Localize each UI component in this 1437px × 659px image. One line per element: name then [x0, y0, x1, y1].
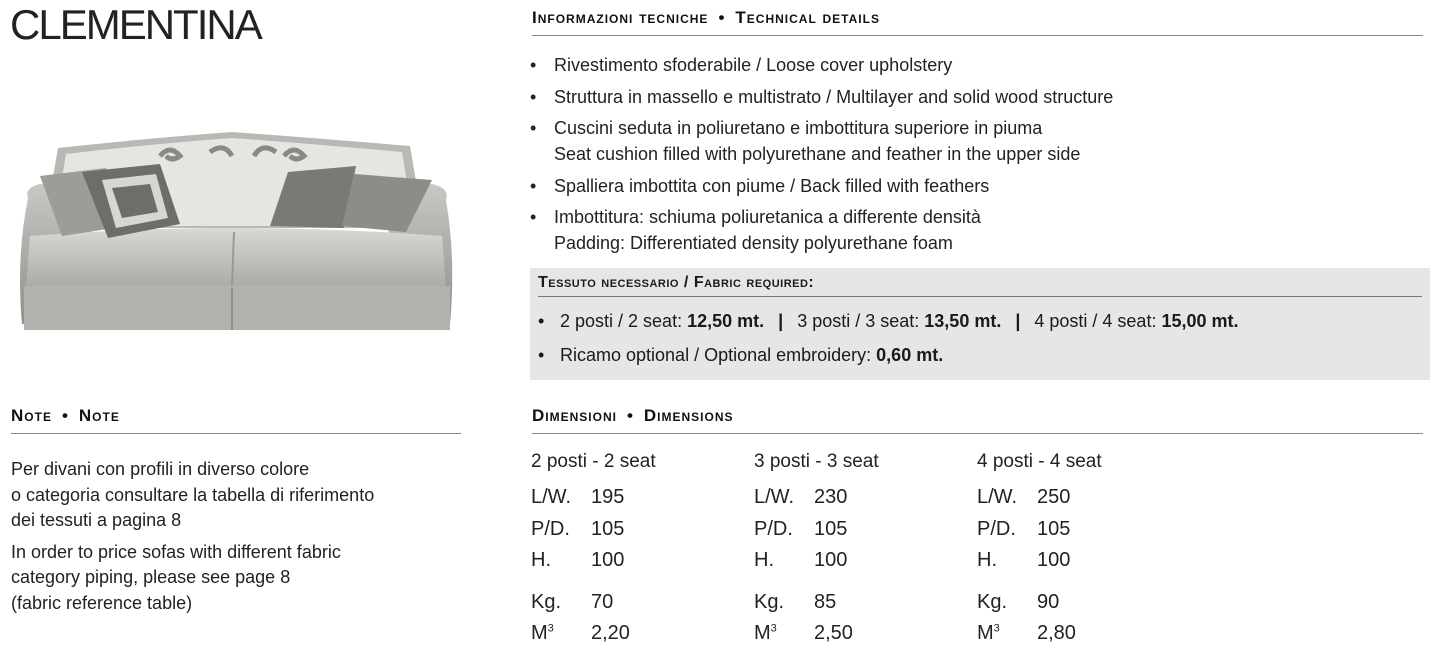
- dimension-value: 100: [591, 549, 625, 572]
- dimension-row-depth: [754, 514, 974, 546]
- dimension-label: H.: [754, 549, 774, 572]
- heading-separator-dot: •: [626, 406, 634, 425]
- technical-item: [530, 84, 1420, 110]
- dimension-row-weight: [531, 587, 751, 619]
- technical-item-line-2: Padding: Differentiated density polyurethane foam: [554, 233, 953, 253]
- volume-unit: M: [977, 622, 994, 645]
- note-text: [11, 457, 461, 622]
- dimension-row-width: [754, 482, 974, 514]
- technical-item: [530, 115, 1420, 167]
- dimension-row-width: [977, 482, 1197, 514]
- technical-details-list: [530, 52, 1420, 262]
- volume-exponent: 3: [547, 622, 554, 635]
- fabric-embroidery-item: [538, 342, 1418, 368]
- dimension-label: L/W.: [531, 486, 572, 509]
- note-line: Per divani con profili in diverso colore: [11, 459, 310, 479]
- dimensions-heading-it: Dimensioni: [532, 406, 617, 425]
- heading-separator-dot: •: [61, 406, 69, 425]
- technical-item-line: • Spalliera imbottita con piume / Back filled with feathers: [554, 175, 990, 196]
- embroidery-value: 0,60 mt.: [876, 345, 944, 365]
- dimension-value: 105: [591, 517, 625, 540]
- dimensions-caption: 3 posti - 3 seat: [754, 451, 879, 472]
- dimension-label: [531, 622, 591, 645]
- dimension-label: H.: [531, 549, 551, 572]
- dimension-value: 250: [1037, 486, 1071, 509]
- fabric-separator: |: [1015, 311, 1021, 331]
- dimension-label: P/D.: [531, 517, 570, 540]
- dimensions-column-2-seat: [531, 450, 751, 650]
- dimension-value: 85: [814, 590, 837, 613]
- dimension-label: P/D.: [754, 517, 793, 540]
- note-line: dei tessuti a pagina 8: [11, 510, 182, 530]
- fabric-seat-value: 12,50 mt.: [687, 311, 765, 331]
- fabric-seat-label: 2 posti / 2 seat:: [560, 311, 683, 331]
- note-line: category piping, please see page 8: [11, 567, 291, 587]
- technical-item: [530, 173, 1420, 199]
- volume-unit: M: [531, 622, 548, 645]
- dimensions-caption: 2 posti - 2 seat: [531, 451, 656, 472]
- sofa-image: [10, 128, 462, 338]
- fabric-separator: |: [778, 311, 784, 331]
- dimensions-heading: [532, 406, 1423, 434]
- dimension-label: H.: [977, 549, 997, 572]
- technical-item-line: • Struttura in massello e multistrato / Multilayer and solid wood structure: [554, 86, 1114, 107]
- note-heading-en: Note: [78, 406, 120, 425]
- dimension-value: 100: [1037, 549, 1071, 572]
- dimensions-caption: 4 posti - 4 seat: [977, 451, 1102, 472]
- dimension-label: Kg.: [754, 590, 785, 613]
- technical-item-line: • Rivestimento sfoderabile / Loose cover upholstery: [554, 55, 953, 75]
- technical-heading-en: Technical details: [735, 8, 880, 27]
- dimension-value: 105: [1037, 517, 1071, 540]
- heading-separator-dot: •: [718, 8, 726, 27]
- dimensions-column-3-seat: [754, 450, 974, 650]
- dimension-value: 105: [814, 517, 848, 540]
- note-line: (fabric reference table): [11, 592, 193, 613]
- dimension-row-weight: [977, 587, 1197, 619]
- dimension-value: 100: [814, 549, 848, 572]
- volume-exponent: 3: [993, 622, 1000, 635]
- dimension-row-volume: [531, 618, 751, 650]
- dimension-label: P/D.: [977, 517, 1016, 540]
- product-title: CLEMENTINA: [10, 1, 261, 48]
- note-paragraph-it: [11, 457, 461, 534]
- fabric-seats-item: [538, 308, 1418, 334]
- dimension-label: L/W.: [754, 486, 795, 509]
- technical-item-line-2: Seat cushion filled with polyurethane and feather in the upper side: [554, 144, 1081, 164]
- dimension-value: 195: [591, 486, 625, 509]
- technical-item-line: • Imbottitura: schiuma poliuretanica a differente densità: [554, 207, 981, 227]
- note-heading-it: Note: [11, 406, 52, 425]
- note-line: o categoria consultare la tabella di riferimento: [11, 484, 375, 505]
- dimension-row-depth: [977, 514, 1197, 546]
- dimension-value: 2,50: [814, 622, 853, 645]
- dimensions-heading-en: Dimensions: [643, 406, 734, 425]
- dimension-label: Kg.: [977, 590, 1008, 613]
- dimension-row-volume: [977, 618, 1197, 650]
- note-heading: [11, 406, 461, 434]
- dimensions-column-4-seat: [977, 450, 1197, 650]
- dimension-label: L/W.: [977, 486, 1018, 509]
- dimension-label: [977, 622, 1037, 645]
- dimension-value: 70: [591, 590, 614, 613]
- fabric-required-heading: Tessuto necessario / Fabric required:: [538, 274, 1422, 297]
- technical-heading-it: Informazioni tecniche: [532, 8, 709, 27]
- fabric-required-box: [530, 268, 1430, 380]
- embroidery-label: Ricamo optional / Optional embroidery:: [560, 345, 872, 365]
- volume-unit: M: [754, 622, 771, 645]
- volume-exponent: 3: [770, 622, 777, 635]
- dimension-value: 230: [814, 486, 848, 509]
- dimension-row-height: [754, 545, 974, 577]
- technical-item: [530, 52, 1420, 78]
- dimension-label: Kg.: [531, 590, 562, 613]
- technical-item-line: • Cuscini seduta in poliuretano e imbottitura superiore in piuma: [554, 118, 1043, 138]
- dimension-row-weight: [754, 587, 974, 619]
- fabric-seat-value: 13,50 mt.: [924, 311, 1002, 331]
- fabric-seat-value: 15,00 mt.: [1161, 311, 1239, 331]
- dimension-row-height: [977, 545, 1197, 577]
- fabric-seat-label: 4 posti / 4 seat:: [1034, 311, 1157, 331]
- dimension-value: 90: [1037, 590, 1060, 613]
- dimension-value: 2,20: [591, 622, 630, 645]
- note-paragraph-en: [11, 540, 461, 617]
- dimension-value: 2,80: [1037, 622, 1076, 645]
- fabric-required-list: [538, 308, 1418, 376]
- dimension-row-height: [531, 545, 751, 577]
- dimension-row-volume: [754, 618, 974, 650]
- dimension-label: [754, 622, 814, 645]
- dimension-row-depth: [531, 514, 751, 546]
- technical-item: [530, 204, 1420, 256]
- technical-details-heading: [532, 8, 1423, 36]
- note-line: In order to price sofas with different fabric: [11, 541, 341, 562]
- dimension-row-width: [531, 482, 751, 514]
- fabric-seat-label: 3 posti / 3 seat:: [797, 311, 920, 331]
